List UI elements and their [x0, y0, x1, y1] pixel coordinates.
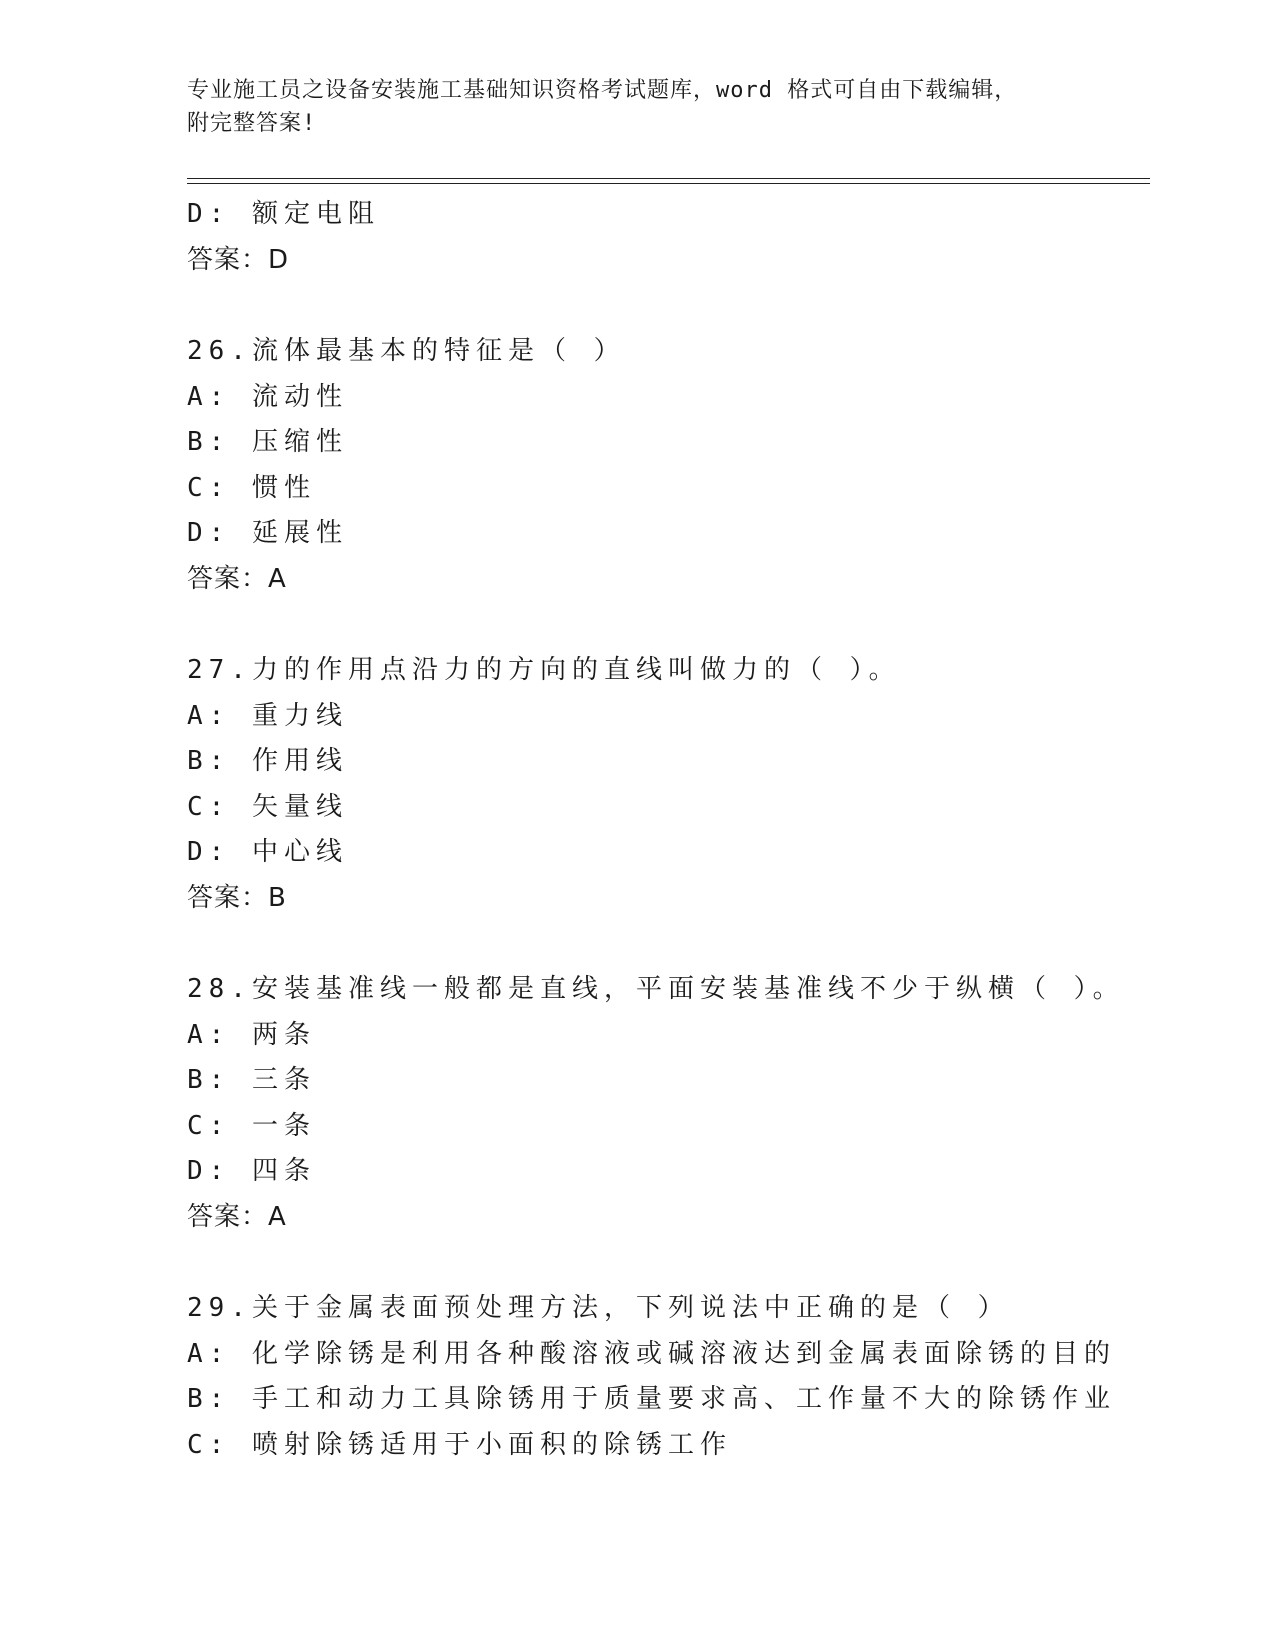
- question-stem: 26.流体最基本的特征是（ ）: [187, 336, 626, 366]
- question-29: [187, 1286, 1147, 1468]
- option-c: C: 矢量线: [187, 791, 348, 822]
- option-d: D: 延展性: [187, 518, 348, 548]
- spacer: [187, 283, 1147, 329]
- option-a: A: 流动性: [187, 381, 348, 412]
- option-c: C: 一条: [187, 1110, 316, 1141]
- carryover-answer: 答案：D: [187, 244, 290, 275]
- document-header: [187, 74, 1067, 140]
- carryover-option-d: D: 额定电阻: [187, 199, 380, 229]
- question-stem: 29.关于金属表面预处理方法，下列说法中正确的是（ ）: [187, 1293, 1010, 1323]
- option-d: D: 中心线: [187, 837, 348, 867]
- option-b: B: 压缩性: [187, 427, 348, 457]
- question-28: [187, 967, 1147, 1240]
- option-c: C: 惯性: [187, 472, 316, 503]
- option-c: C: 喷射除锈适用于小面积的除锈工作: [187, 1429, 732, 1460]
- question-stem: 27.力的作用点沿力的方向的直线叫做力的（ ）。: [187, 655, 901, 685]
- answer: 答案：A: [187, 1201, 287, 1232]
- question-27: [187, 648, 1147, 921]
- spacer: [187, 602, 1147, 648]
- spacer: [187, 1240, 1147, 1286]
- header-title-line-1: 专业施工员之设备安装施工基础知识资格考试题库，word 格式可自由下载编辑，: [187, 78, 1018, 103]
- option-b: B: 手工和动力工具除锈用于质量要求高、工作量不大的除锈作业: [187, 1384, 1116, 1414]
- option-d: D: 四条: [187, 1156, 316, 1186]
- header-divider-top: [187, 178, 1150, 179]
- option-b: B: 作用线: [187, 746, 348, 776]
- option-a: A: 重力线: [187, 700, 348, 731]
- option-a: A: 化学除锈是利用各种酸溶液或碱溶液达到金属表面除锈的目的: [187, 1338, 1116, 1369]
- question-26: [187, 329, 1147, 602]
- spacer: [187, 921, 1147, 967]
- option-b: B: 三条: [187, 1065, 316, 1095]
- header-divider-bottom: [187, 183, 1150, 184]
- answer: 答案：B: [187, 882, 287, 913]
- question-stem: 28.安装基准线一般都是直线，平面安装基准线不少于纵横（ ）。: [187, 974, 1125, 1004]
- answer: 答案：A: [187, 563, 287, 594]
- header-title-line-2: 附完整答案!: [187, 111, 317, 136]
- option-a: A: 两条: [187, 1019, 316, 1050]
- question-list: [187, 192, 1147, 1468]
